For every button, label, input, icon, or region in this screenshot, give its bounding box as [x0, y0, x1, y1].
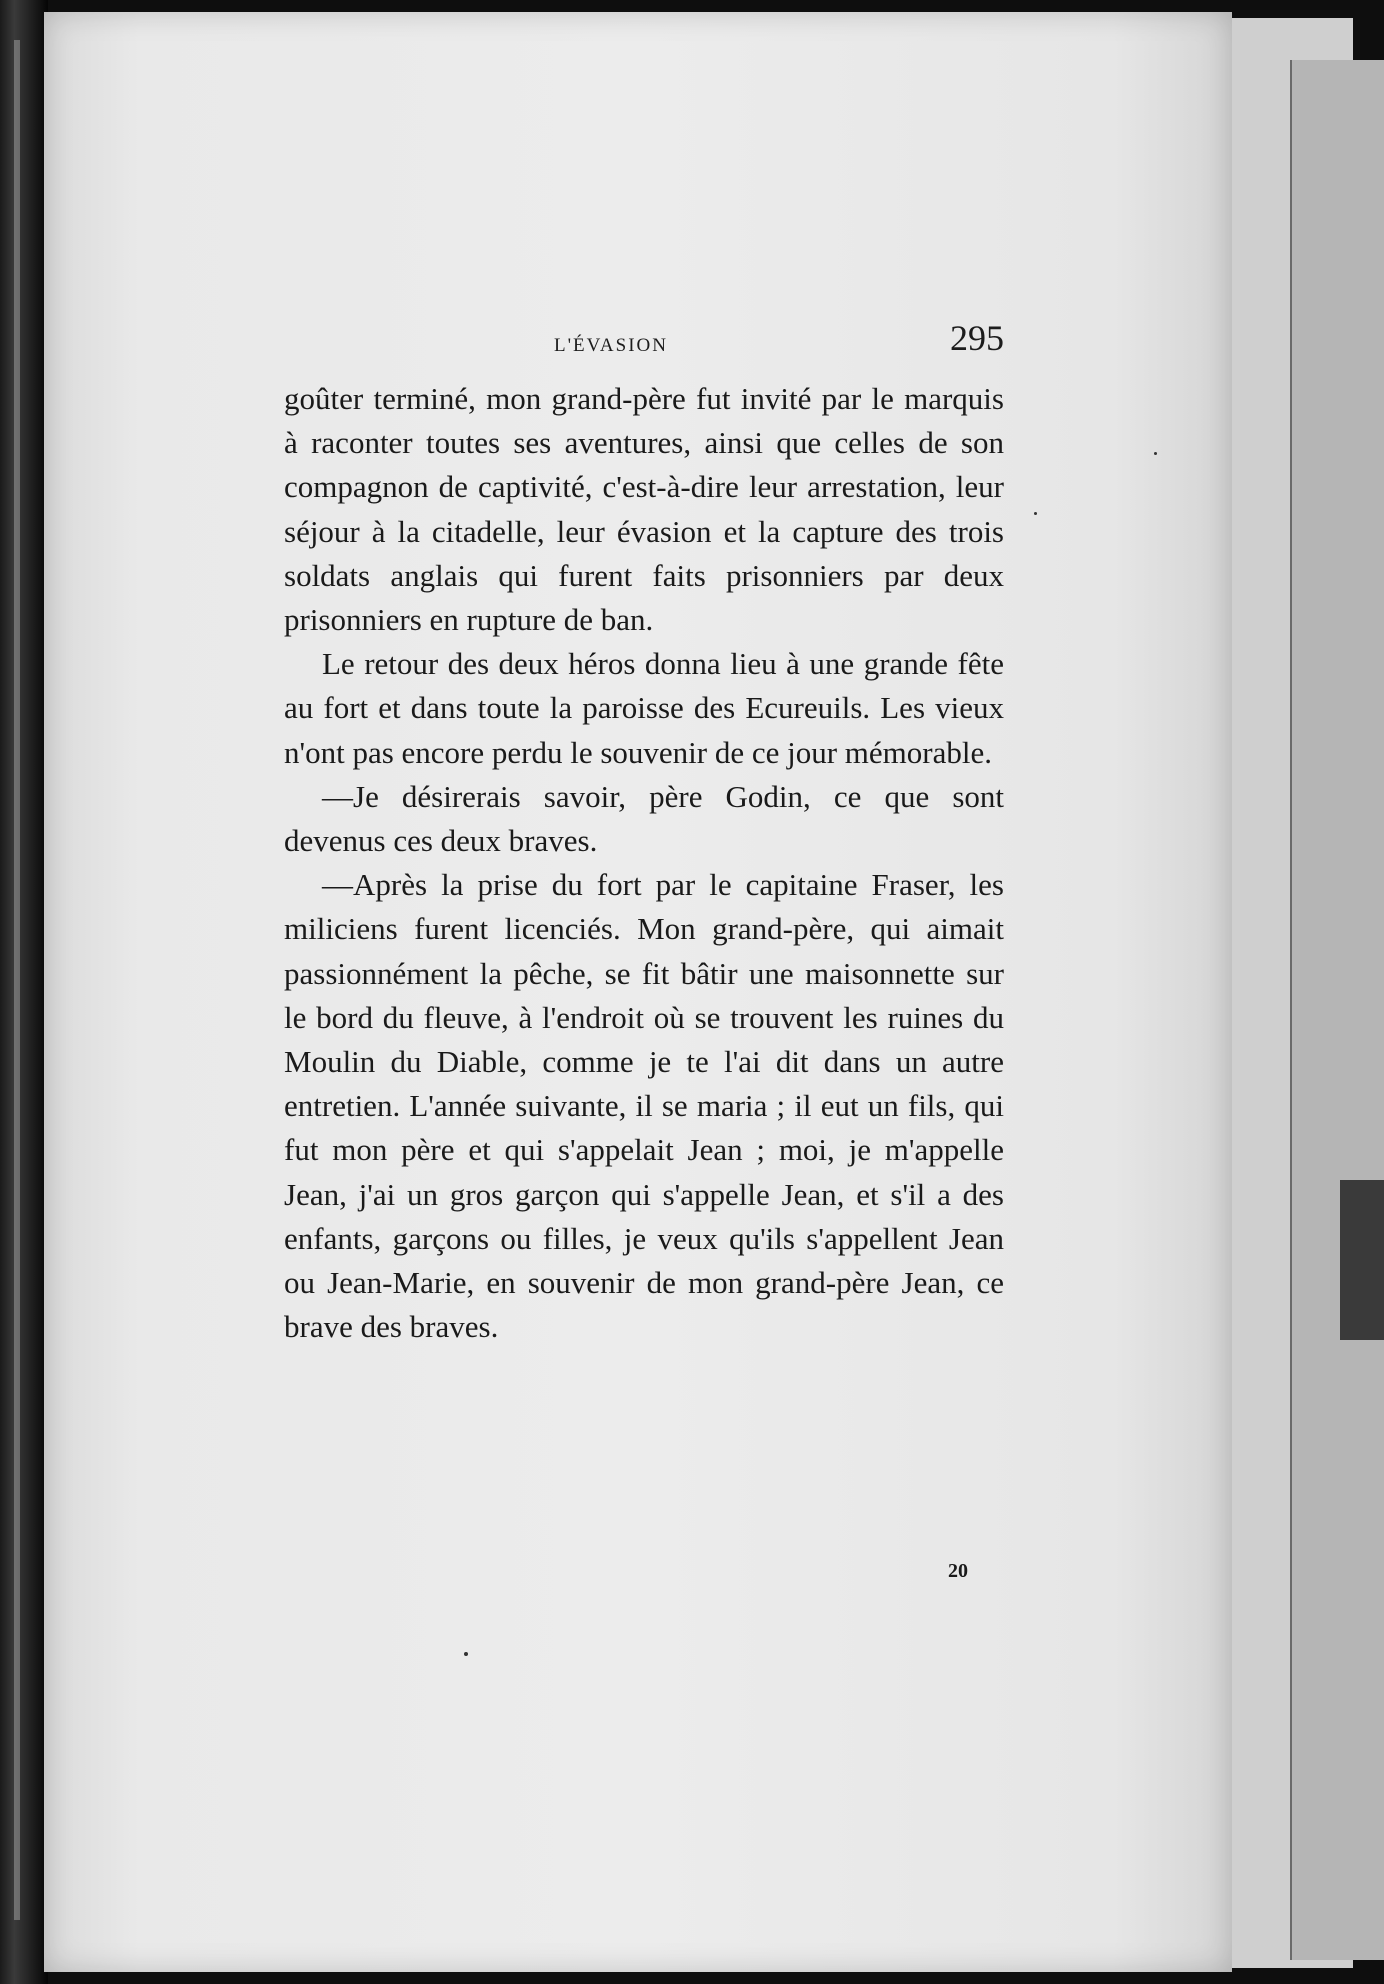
- signature-mark: 20: [948, 1560, 968, 1582]
- paragraph: goûter terminé, mon grand-père fut invité par le marquis à raconter toutes ses aventures, ainsi que celles de son compagnon de captivité, c'est-à-dire leur arrestation, leur séjour à la citadelle, leur évasion et la capture des trois soldats anglais qui furent faits prisonniers par deux prisonniers en rupture de ban.: [284, 381, 1004, 638]
- ink-speck: [1034, 512, 1037, 515]
- body-text: [284, 377, 1004, 1349]
- spine-edge: [14, 40, 20, 1920]
- page-edge-shadow: [1340, 1180, 1384, 1340]
- running-head: [514, 317, 1004, 367]
- paragraph: —Après la prise du fort par le capitaine Fraser, les miliciens furent licenciés. Mon grand-père, qui aimait passionnément la pêche, se fit bâtir une maisonnette sur le bord du fleuve, à l'endroit où se trouvent les ruines du Moulin du Diable, comme je te l'ai dit dans un autre entretien. L'année suivante, il se maria ; il eut un fils, qui fut mon père et qui s'appelait Jean ; moi, je m'appelle Jean, j'ai un gros garçon qui s'appelle Jean, et s'il a des enfants, garçons ou filles, je veux qu'ils s'appellent Jean ou Jean-Marie, en souvenir de mon grand-père Jean, ce brave des braves.: [284, 867, 1004, 1345]
- paragraph: Le retour des deux héros donna lieu à une grande fête au fort et dans toute la paroisse des Ecureuils. Les vieux n'ont pas encore perdu le souvenir de ce jour mémorable.: [284, 646, 1004, 770]
- paragraph: —Je désirerais savoir, père Godin, ce que sont devenus ces deux braves.: [284, 778, 1004, 859]
- ink-speck: [464, 1652, 468, 1656]
- ink-speck: [1154, 452, 1157, 455]
- page-edges-outer: [1290, 60, 1384, 1960]
- page-number: 295: [950, 318, 1004, 358]
- book-spine: [0, 0, 48, 1984]
- chapter-title: L'ÉVASION: [554, 335, 668, 356]
- book-page: [44, 12, 1232, 1972]
